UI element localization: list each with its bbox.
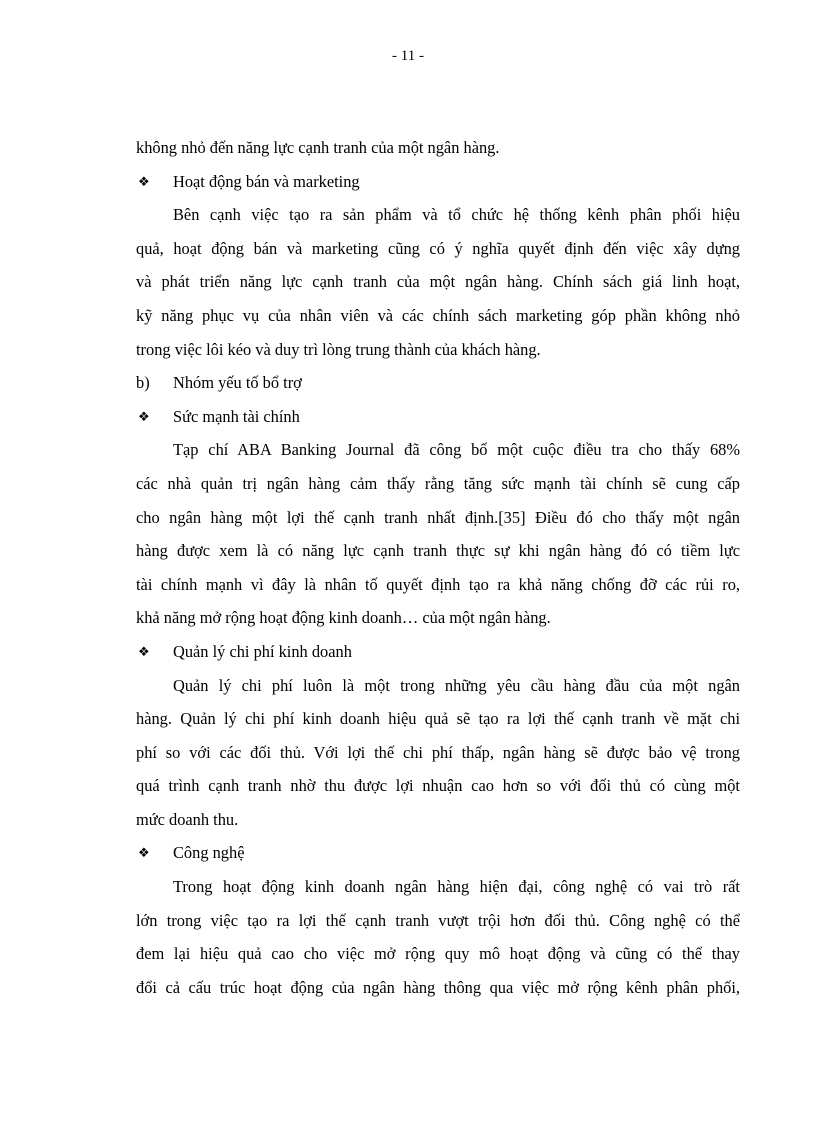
paragraph-line: cho ngân hàng một lợi thế cạnh tranh nhất định.[35] Điều đó cho thấy một ngân	[136, 507, 740, 527]
diamond-bullet-icon: ❖	[138, 408, 150, 424]
subsection-marker: b)	[136, 373, 150, 393]
bullet-heading-text: Hoạt động bán và marketing	[173, 171, 360, 191]
paragraph-line: quá trình cạnh tranh nhờ thu được lợi nhuận cao hơn so với đối thủ có cùng một	[136, 776, 740, 796]
bullet-heading-text: Sức mạnh tài chính	[173, 406, 300, 426]
diamond-bullet-icon: ❖	[138, 173, 150, 189]
paragraph-line: đem lại hiệu quả cao cho việc mở rộng quy mô hoạt động và cũng có thể thay	[136, 944, 740, 964]
subsection-heading-text: Nhóm yếu tố bổ trợ	[173, 373, 302, 393]
paragraph-line: trong việc lôi kéo và duy trì lòng trung thành của khách hàng.	[136, 339, 541, 359]
bullet-heading	[136, 635, 740, 669]
paragraph-line: Bên cạnh việc tạo ra sản phẩm và tổ chức hệ thống kênh phân phối hiệu	[173, 205, 740, 225]
paragraph-line: Trong hoạt động kinh doanh ngân hàng hiện đại, công nghệ có vai trò rất	[173, 877, 740, 897]
bullet-heading	[136, 836, 740, 870]
bullet-heading-text: Công nghệ	[173, 843, 245, 863]
bullet-heading	[136, 165, 740, 199]
document-body	[136, 131, 740, 1004]
paragraph-line: đổi cả cấu trúc hoạt động của ngân hàng thông qua việc mở rộng kênh phân phối,	[136, 977, 740, 997]
diamond-bullet-icon: ❖	[138, 643, 150, 659]
paragraph-line: các nhà quản trị ngân hàng cảm thấy rằng tăng sức mạnh tài chính sẽ cung cấp	[136, 473, 740, 493]
paragraph-line: không nhỏ đến năng lực cạnh tranh của một ngân hàng.	[136, 138, 500, 157]
paragraph-line: kỹ năng phục vụ của nhân viên và các chính sách marketing góp phần không nhỏ	[136, 305, 740, 325]
page-number: - 11 -	[392, 48, 424, 64]
bullet-heading	[136, 400, 740, 434]
subsection-heading	[136, 366, 740, 400]
paragraph-line: Quản lý chi phí luôn là một trong những yêu cầu hàng đầu của một ngân	[173, 675, 740, 695]
paragraph-line: Tạp chí ABA Banking Journal đã công bố một cuộc điều tra cho thấy 68%	[173, 440, 740, 460]
paragraph-line: lớn trong việc tạo ra lợi thế cạnh tranh vượt trội hơn đối thủ. Công nghệ có thể	[136, 910, 740, 930]
paragraph-line: phí so với các đối thủ. Với lợi thế chi phí thấp, ngân hàng sẽ được bảo vệ trong	[136, 742, 740, 762]
paragraph-line: tài chính mạnh vì đây là nhân tố quyết định tạo ra khả năng chống đỡ các rủi ro,	[136, 574, 740, 594]
diamond-bullet-icon: ❖	[138, 845, 150, 861]
paragraph-line: hàng được xem là có năng lực cạnh tranh thực sự khi ngân hàng đó có tiềm lực	[136, 541, 740, 561]
bullet-heading-text: Quản lý chi phí kinh doanh	[173, 641, 352, 661]
paragraph-line: hàng. Quản lý chi phí kinh doanh hiệu quả sẽ tạo ra lợi thế cạnh tranh về mặt chi	[136, 709, 740, 729]
paragraph-line: quả, hoạt động bán và marketing cũng có ý nghĩa quyết định đến việc xây dựng	[136, 238, 740, 258]
paragraph-line: mức doanh thu.	[136, 809, 239, 829]
paragraph-line: và phát triển năng lực cạnh tranh của một ngân hàng. Chính sách giá linh hoạt,	[136, 272, 740, 292]
paragraph-line: khả năng mở rộng hoạt động kinh doanh… của một ngân hàng.	[136, 608, 551, 628]
